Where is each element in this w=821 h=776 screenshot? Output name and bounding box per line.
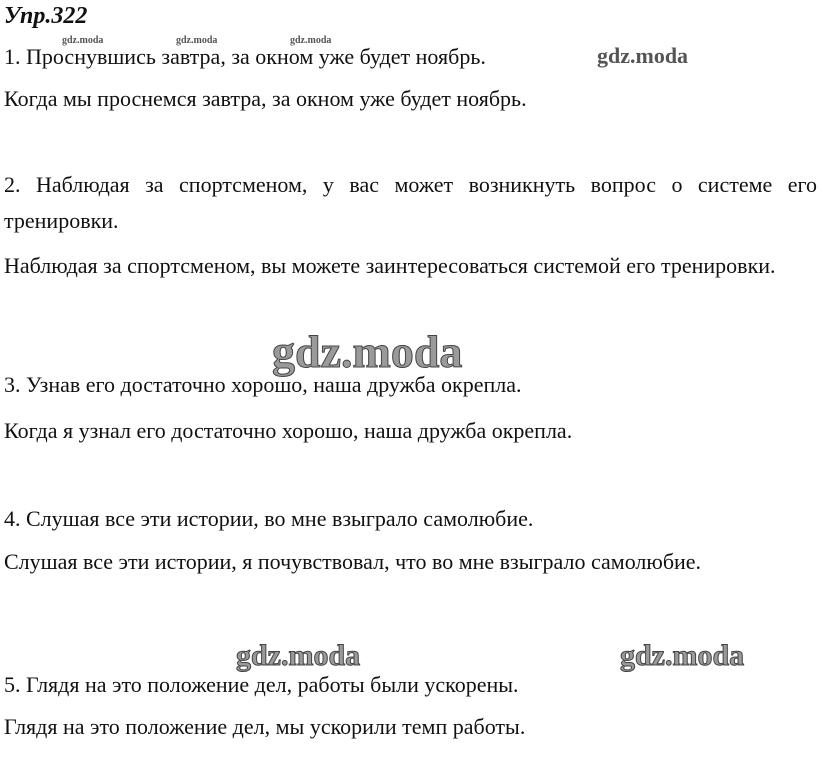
item-2-corrected: Наблюдая за спортсменом, вы можете заинтересоваться системой его тренировки. <box>4 253 776 278</box>
item-4-corrected: Слушая все эти истории, я почувствовал, что во мне взыграло самолюбие. <box>4 549 702 574</box>
item-5-corrected: Глядя на это положение дел, мы ускорили темп работы. <box>4 714 526 739</box>
watermark-mid-1: gdz.moda <box>236 639 361 672</box>
exercise-title: Упр.322 <box>4 3 88 29</box>
item-3-original: 3. Узнав его достаточно хорошо, наша дружба окрепла. <box>4 372 522 397</box>
item-4-original: 4. Слушая все эти истории, во мне взыграло самолюбие. <box>4 506 534 531</box>
item-5-original: 5. Глядя на это положение дел, работы были ускорены. <box>4 672 519 697</box>
item-2-original: 2. Наблюдая за спортсменом, у вас может возникнуть вопрос о системе его тренировки. <box>4 172 817 233</box>
watermark-large: gdz.moda <box>272 326 463 377</box>
watermark-tiny-2: gdz.moda <box>176 35 218 46</box>
item-1-corrected: Когда мы проснемся завтра, за окном уже будет ноябрь. <box>4 86 527 111</box>
watermark-tiny-3: gdz.moda <box>290 35 332 46</box>
item-3-corrected: Когда я узнал его достаточно хорошо, наша дружба окрепла. <box>4 418 573 443</box>
item-1-original: 1. Проснувшись завтра, за окном уже будет ноябрь. <box>4 44 486 69</box>
watermark-small: gdz.moda <box>597 43 689 68</box>
watermark-tiny-1: gdz.moda <box>62 35 104 46</box>
watermark-mid-2: gdz.moda <box>620 639 745 672</box>
